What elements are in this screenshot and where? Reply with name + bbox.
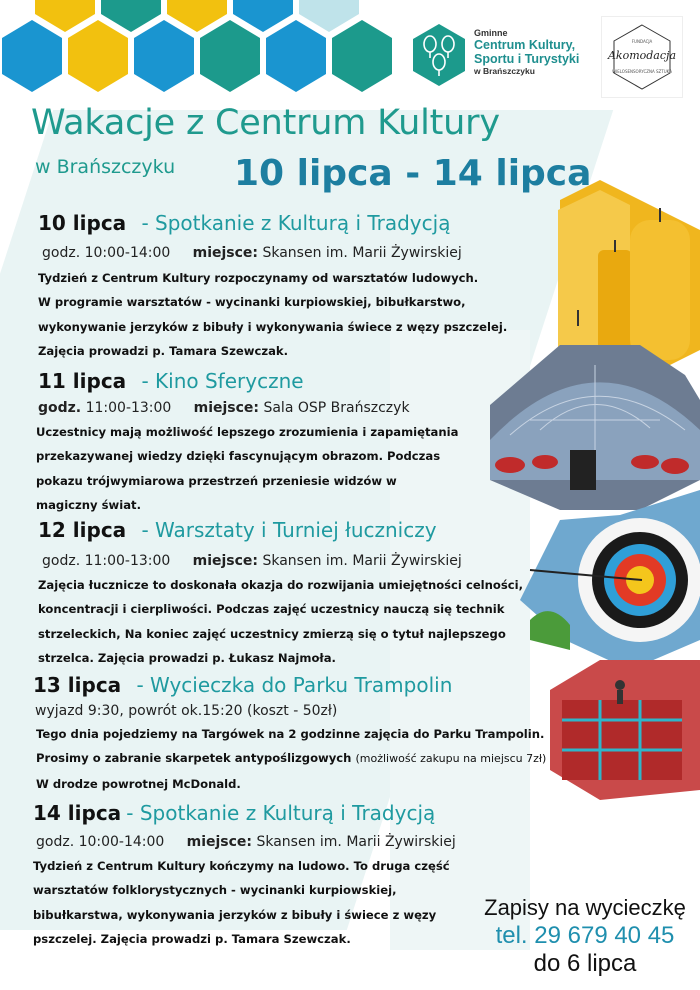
logo-line-3: Sportu i Turystyki [474, 52, 580, 66]
akomodacja-badge [601, 16, 683, 98]
logo-line-4: w Brańszczyku [474, 66, 535, 76]
event-5-description [33, 854, 450, 951]
event-3-heading [38, 518, 437, 542]
desc-line: Tydzień z Centrum Kultury rozpoczynamy od warsztatów ludowych. [38, 271, 479, 285]
page-subtitle: w Brańszczyku [35, 156, 176, 178]
desc-line: warsztatów folklorystycznych - wycinanki kurpiowskiej, [33, 883, 397, 898]
event-4-heading [33, 673, 452, 697]
event-place-label: miejsce: [186, 834, 253, 850]
event-place-label: miejsce: [192, 245, 259, 261]
desc-text: Prosimy o zabranie skarpetek antypoślizgowych [36, 751, 352, 766]
event-title: - Kino Sferyczne [141, 369, 304, 393]
event-5-heading [33, 801, 435, 825]
event-place: Skansen im. Marii Żywirskiej [262, 245, 462, 261]
event-place: Skansen im. Marii Żywirskiej [262, 553, 462, 569]
logo-line-1: Gminne [474, 28, 508, 38]
event-3-description [38, 573, 523, 670]
event-title: - Spotkanie z Kulturą i Tradycją [141, 211, 451, 235]
event-2-meta [38, 400, 410, 416]
sphere-cinema-photo [490, 345, 700, 510]
hex-row-top [2, 0, 392, 92]
event-time: godz. 10:00-14:00 [42, 245, 171, 261]
signup-info [470, 894, 700, 978]
desc-note: (możliwość zakupu na miejscu 7zł) [355, 752, 547, 766]
cultural-center-logo [410, 22, 590, 92]
event-title: - Warsztaty i Turniej łuczniczy [141, 518, 437, 542]
event-4-meta [35, 703, 337, 719]
event-3-meta [42, 553, 462, 569]
archery-target-photo [520, 490, 700, 670]
event-date: 12 lipca [38, 518, 127, 542]
event-2-description [36, 420, 458, 517]
signup-deadline: do 6 lipca [533, 950, 637, 977]
event-title: - Spotkanie z Kulturą i Tradycją [126, 801, 436, 825]
desc-line: W drodze powrotnej McDonald. [36, 776, 241, 791]
event-1-meta [42, 245, 462, 261]
event-time: godz. 11:00-13:00 [42, 553, 171, 569]
trees-hexagon-icon [410, 22, 468, 88]
event-place: Skansen im. Marii Żywirskiej [256, 834, 456, 850]
logo-line-2: Centrum Kultury, [474, 38, 576, 52]
desc-line: strzelca. Zajęcia prowadzi p. Łukasz Najmoła. [38, 650, 336, 665]
event-date: 14 lipca [33, 801, 122, 825]
event-place-label: miejsce: [193, 400, 260, 416]
event-date: 13 lipca [33, 673, 122, 697]
badge-small-top: FUNDACJA [631, 39, 653, 44]
event-title: - Wycieczka do Parku Trampolin [136, 673, 453, 697]
desc-line: Uczestnicy mają możliwość lepszego zrozumienia i zapamiętania [36, 425, 459, 439]
hex-blue [266, 20, 326, 92]
event-time: wyjazd 9:30, powrót ok.15:20 (koszt - 50zł) [35, 703, 338, 719]
event-1-heading [38, 211, 450, 235]
event-time: 11:00-13:00 [85, 400, 172, 416]
event-place: Sala OSP Brańszczyk [263, 400, 410, 416]
event-1-description [38, 266, 507, 363]
phone-number[interactable]: tel. 29 679 40 45 [495, 922, 675, 949]
desc-line: Tego dnia pojedziemy na Targówek na 2 godzinne zajęcia do Parku Trampolin. [36, 727, 545, 741]
desc-line: W programie warsztatów - wycinanki kurpiowskiej, bibułkarstwo, [38, 295, 466, 310]
desc-line: przekazywanej wiedzy dzięki fascynującym obrazom. Podczas [36, 449, 441, 464]
event-date: 11 lipca [38, 369, 127, 393]
event-5-meta [36, 834, 456, 850]
honeycomb-decoration [0, 0, 420, 110]
hex-blue [2, 20, 62, 92]
hex-blue [134, 20, 194, 92]
desc-line: wykonywanie jerzyków z bibuły i wykonywania świece z węzy pszczelej. [38, 319, 508, 334]
desc-line: Zajęcia prowadzi p. Tamara Szewczak. [38, 343, 289, 358]
desc-line: bibułkarstwa, wykonywania jerzyków z bibuły i świece z węzy [33, 907, 437, 922]
hex-green [332, 20, 392, 92]
desc-line: Tydzień z Centrum Kultury kończymy na ludowo. To druga część [33, 859, 450, 873]
desc-line: strzeleckich, Na koniec zajęć uczestnicy zmierzą się o tytuł najlepszego [38, 626, 506, 641]
desc-line: koncentracji i cierpliwości. Podczas zajęć uczestnicy nauczą się technik [38, 602, 505, 617]
desc-line: pokazu trójwymiarowa przestrzeń przeniesie widzów w [36, 473, 397, 488]
event-place-label: miejsce: [192, 553, 259, 569]
event-2-heading [38, 369, 304, 393]
badge-name: Akomodacja [607, 49, 676, 62]
badge-small-bottom: WIELOSENSORYCZNA SZTUKA [612, 69, 672, 74]
date-range: 10 lipca - 14 lipca [234, 153, 592, 194]
desc-line: Zajęcia łucznicze to doskonała okazja do rozwijania umiejętności celności, [38, 578, 524, 592]
desc-line: pszczelej. Zajęcia prowadzi p. Tamara Szewczak. [33, 931, 351, 946]
event-time-label: godz. [38, 400, 82, 416]
desc-line: magiczny świat. [36, 497, 142, 512]
event-time: godz. 10:00-14:00 [36, 834, 165, 850]
page-title: Wakacje z Centrum Kultury [31, 103, 500, 143]
photo-hexagons [470, 180, 700, 800]
signup-label: Zapisy na wycieczkę [484, 895, 686, 920]
trampoline-park-photo [550, 660, 700, 800]
event-date: 10 lipca [38, 211, 127, 235]
hex-green [200, 20, 260, 92]
hex-yellow [68, 20, 128, 92]
